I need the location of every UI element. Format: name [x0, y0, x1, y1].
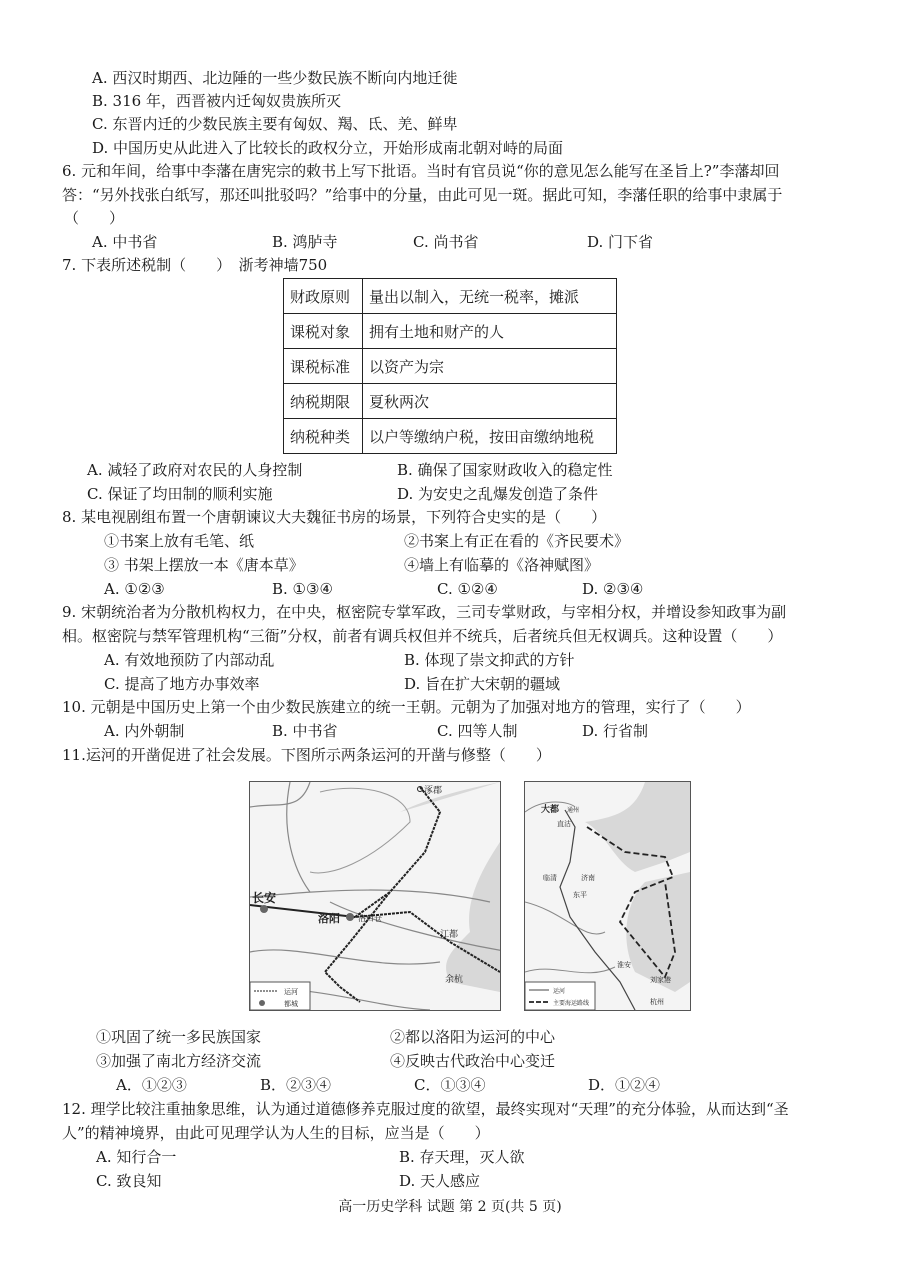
map-label-luoyang: 洛阳 — [318, 912, 340, 925]
q10-option-c: C. 四等人制 — [437, 722, 518, 740]
map-label-zhuojun: 涿郡 — [424, 786, 443, 796]
q6-option-d: D. 门下省 — [587, 233, 654, 251]
q7-stem: 7. 下表所述税制（ ） 浙考神墙750 — [62, 256, 328, 274]
q12-stem-line2: 人”的精神境界，由此可见理学认为人生的目标，应当是（ ） — [62, 1124, 490, 1142]
q5-option-d: D. 中国历史从此进入了比较长的政权分立，开始形成南北朝对峙的局面 — [92, 139, 564, 157]
map-label-linqing: 临清 — [543, 874, 557, 882]
map-label-zhigu: 直沽 — [557, 820, 571, 828]
map-label-dadu: 大都 — [541, 805, 560, 815]
map-label-huaian: 淮安 — [617, 961, 631, 969]
q7-option-a: A. 减轻了政府对农民的人身控制 — [87, 461, 303, 479]
map-label-hangzhou: 杭州 — [650, 998, 664, 1006]
table-key: 财政原则 — [284, 279, 363, 314]
q9-stem-line1: 9. 宋朝统治者为分散机构权力，在中央，枢密院专掌军政，三司专掌财政，与宰相分权，并增设参知政事为副 — [62, 603, 787, 621]
table-key: 课税标准 — [284, 349, 363, 384]
q11-option-a: A．①②③ — [116, 1076, 187, 1094]
q5-option-a: A. 西汉时期西、北边陲的一些少数民族不断向内地迁徙 — [92, 69, 458, 87]
table-value: 以户等缴纳户税，按田亩缴纳地税 — [363, 419, 617, 454]
q9-option-c: C. 提高了地方办事效率 — [104, 675, 260, 693]
table-row — [284, 384, 617, 419]
q11-option-c: C．①③④ — [414, 1076, 486, 1094]
q10-option-d: D. 行省制 — [582, 722, 649, 740]
q6-answer-blank: （ ） — [64, 209, 125, 227]
table-value: 拥有土地和财产的人 — [363, 314, 617, 349]
map-label-tongzhou: 通州 — [567, 807, 580, 814]
legend-sea-route: 主要海运路线 — [553, 1000, 590, 1007]
q12-option-d: D. 天人感应 — [399, 1172, 481, 1190]
q12-option-c: C. 致良知 — [96, 1172, 162, 1190]
table-key: 纳税期限 — [284, 384, 363, 419]
table-value: 夏秋两次 — [363, 384, 617, 419]
table-row — [284, 314, 617, 349]
map-label-luokoucang: 洛口仓 — [358, 914, 382, 923]
q12-option-b: B. 存天理，灭人欲 — [399, 1148, 525, 1166]
table-value: 以资产为宗 — [363, 349, 617, 384]
q12-stem-line1: 12. 理学比较注重抽象思维，认为通过道德修养克服过度的欲望，最终实现对“天理”的充分体验，从而达到“圣 — [62, 1100, 789, 1118]
q9-option-a: A. 有效地预防了内部动乱 — [104, 651, 275, 669]
map-label-jinan: 济南 — [581, 874, 595, 882]
q8-item-1: ①书案上放有毛笔、纸 — [104, 532, 255, 550]
q9-option-d: D. 旨在扩大宋朝的疆域 — [404, 675, 561, 693]
table-value: 量出以制入，无统一税率，摊派 — [363, 279, 617, 314]
q11-item-4: ④反映古代政治中心变迁 — [390, 1052, 556, 1070]
q10-stem: 10. 元朝是中国历史上第一个由少数民族建立的统一王朝。元朝为了加强对地方的管理，实行了（ ） — [62, 698, 751, 716]
q12-option-a: A. 知行合一 — [96, 1148, 177, 1166]
q11-stem: 11.运河的开凿促进了社会发展。下图所示两条运河的开凿与修整（ ） — [62, 746, 551, 764]
q9-stem-line2: 相。枢密院与禁军管理机构“三衙”分权，前者有调兵权但并不统兵，后者统兵但无权调兵。这种设置（ ） — [62, 627, 783, 645]
q11-option-b: B．②③④ — [260, 1076, 332, 1094]
q5-option-b: B. 316 年，西晋被内迁匈奴贵族所灭 — [92, 92, 341, 110]
map-label-jiangdu: 江都 — [440, 930, 459, 940]
q6-option-c: C. 尚书省 — [413, 233, 479, 251]
page-footer: 高一历史学科 试题 第 2 页(共 5 页) — [338, 1199, 562, 1215]
map-label-dongping: 东平 — [573, 891, 587, 899]
table-key: 纳税种类 — [284, 419, 363, 454]
map-label-yuhang: 余杭 — [445, 975, 464, 985]
q8-option-b: B. ①③④ — [272, 580, 333, 598]
table-row — [284, 279, 617, 314]
table-row — [284, 419, 617, 454]
q11-item-3: ③加强了南北方经济交流 — [96, 1052, 262, 1070]
legend-capital: 都城 — [284, 1000, 298, 1008]
q8-item-2: ②书案上有正在看的《齐民要术》 — [404, 532, 630, 550]
q6-stem-line1: 6. 元和年间，给事中李藩在唐宪宗的敕书上写下批语。当时有官员说“你的意见怎么能写在圣旨上?”李藩却回 — [62, 162, 780, 180]
q6-option-b: B. 鸿胪寺 — [272, 233, 338, 251]
legend-canal: 运河 — [284, 988, 298, 996]
map-label-changan: 长安 — [252, 891, 277, 905]
q9-option-b: B. 体现了崇文抑武的方针 — [404, 651, 575, 669]
q5-option-c: C. 东晋内迁的少数民族主要有匈奴、羯、氐、羌、鲜卑 — [92, 115, 458, 133]
tax-table — [283, 278, 617, 454]
q6-option-a: A. 中书省 — [92, 233, 158, 251]
q8-option-c: C. ①②④ — [437, 580, 498, 598]
q7-option-b: B. 确保了国家财政收入的稳定性 — [397, 461, 613, 479]
q11-item-1: ①巩固了统一多民族国家 — [96, 1028, 262, 1046]
map-label-liujiagang: 刘家港 — [650, 976, 671, 984]
q10-option-a: A. 内外朝制 — [104, 722, 185, 740]
table-row — [284, 349, 617, 384]
yuan-canal-map — [524, 781, 691, 1011]
q8-option-d: D. ②③④ — [582, 580, 644, 598]
q11-item-2: ②都以洛阳为运河的中心 — [390, 1028, 556, 1046]
q6-stem-line2: 答：“另外找张白纸写，那还叫批驳吗？”给事中的分量，由此可见一斑。据此可知，李藩任职的给事中隶属于 — [62, 186, 783, 204]
q8-option-a: A. ①②③ — [104, 580, 165, 598]
legend-canal: 运河 — [553, 988, 566, 995]
q8-item-4: ④墙上有临摹的《洛神赋图》 — [404, 556, 600, 574]
q10-option-b: B. 中书省 — [272, 722, 338, 740]
table-key: 课税对象 — [284, 314, 363, 349]
q8-item-3: ③ 书架上摆放一本《唐本草》 — [104, 556, 304, 574]
q7-option-d: D. 为安史之乱爆发创造了条件 — [397, 485, 599, 503]
sui-canal-map — [249, 781, 501, 1011]
q11-option-d: D．①②④ — [588, 1076, 661, 1094]
q7-option-c: C. 保证了均田制的顺利实施 — [87, 485, 273, 503]
q8-stem: 8. 某电视剧组布置一个唐朝谏议大夫魏征书房的场景，下列符合史实的是（ ） — [62, 508, 607, 526]
